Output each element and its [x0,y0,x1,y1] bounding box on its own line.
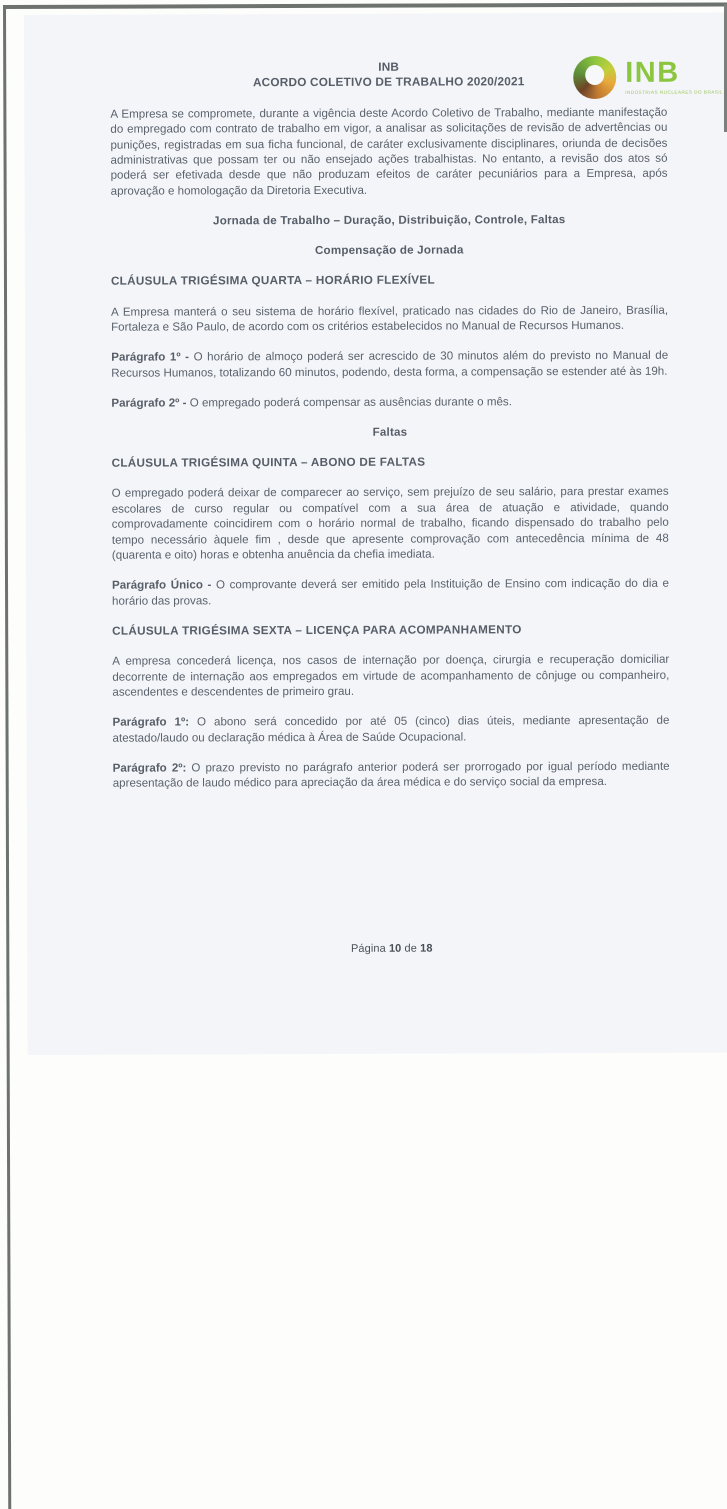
section-heading: Faltas [372,425,408,439]
clause-heading: CLÁUSULA TRIGÉSIMA SEXTA – LICENÇA PARA ACOMPANHAMENTO [112,623,522,638]
paragraph: Parágrafo 1º - O horário de almoço poderá ser acrescido de 30 minutos além do previsto no Manual de Recursos Humanos, totalizando 60 minutos, podendo, desta forma, a compensação se estender até às 19h. [111,349,669,380]
paragraph: Parágrafo 2º - O empregado poderá compensar as ausências durante o mês. [111,395,512,410]
inb-logo-tagline: INDÚSTRIAS NUCLEARES DO BRASIL [625,89,724,95]
scanned-page [24,12,727,1055]
footer-page-number: 10 [388,942,402,955]
paragraph: Parágrafo 2º: O prazo previsto no parágrafo anterior poderá ser prorrogado por igual período mediante apresentação de laudo médico para apreciação da área médica e do serviço social da empresa. [112,759,670,790]
footer-separator: de [404,942,418,955]
page-footer [113,942,670,956]
paragraph: O empregado poderá deixar de comparecer ao serviço, sem prejuízo de seu salário, para prestar exames escolares de curso regular ou compatível com a sua área de atuação e atividade, quando comprovadamente coincidirem com o horário normal de trabalho, ficando dispensado do trabalho pelo tempo necessário àquele fim , desde que apresente comprovação com antecedência mínima de 48 (quarenta e oito) horas e obtenha anuência da chefia imediata. [111,485,669,562]
document-title-line2: ACORDO COLETIVO DE TRABALHO 2020/2021 [252,74,525,90]
footer-label: Página [350,942,386,955]
paragraph-lead: Parágrafo 2º: [112,761,192,775]
paragraph-lead: Parágrafo 2º - [111,396,190,410]
clause-heading: CLÁUSULA TRIGÉSIMA QUINTA – ABONO DE FALTAS [111,455,426,470]
paragraph: A Empresa manterá o seu sistema de horário flexível, praticado nas cidades do Rio de Janeiro, Brasília, Fortaleza e São Paulo, de acordo com os critérios estabelecidos no Manual de Recursos Humanos. [111,303,669,334]
paragraph: Parágrafo 1º: O abono será concedido por até 05 (cinco) dias úteis, mediante apresentação de atestado/laudo ou declaração médica à Área de Saúde Ocupacional. [112,713,670,745]
inb-logo-text: INB [625,56,680,89]
clause-heading: CLÁUSULA TRIGÉSIMA QUARTA – HORÁRIO FLEXÍVEL [110,274,435,289]
document-body [110,59,670,806]
paragraph: A empresa concederá licença, nos casos de internação por doença, cirurgia e recuperação domiciliar decorrente de internação aos empregados em virtude de acompanhamento de cônjuge ou companheiro, ascendentes e descendentes de primeiro grau. [112,652,670,699]
document-title-line1: INB [378,59,400,74]
content-blocks [110,105,669,792]
document-title-block [110,59,667,92]
section-heading: Jornada de Trabalho – Duração, Distribuição, Controle, Faltas [213,213,566,228]
section-heading: Compensação de Jornada [314,243,464,258]
paragraph-lead: Parágrafo 1º - [111,350,194,364]
paragraph-lead: Parágrafo 1º: [112,715,198,729]
paragraph: A Empresa se compromete, durante a vigência deste Acordo Coletivo de Trabalho, mediante manifestação do empregado com contrato de trabalho em vigor, a analisar as solicitações de revisão de advertências ou punições, registradas em sua ficha funcional, de caráter exclusivamente disciplinares, oriunda de decisões administrativas que possam ter ou não ensejado ações trabalhistas. No entanto, a revisão dos atos só poderá ser efetivada desde que não produzam efeitos de caráter pecuniários para a Empresa, após aprovação e homologação da Diretoria Executiva. [110,105,668,198]
footer-total-pages: 18 [420,942,433,955]
paragraph: Parágrafo Único - O comprovante deverá ser emitido pela Instituição de Ensino com indicação do dia e horário das provas. [111,577,670,608]
paragraph-lead: Parágrafo Único - [111,578,217,593]
